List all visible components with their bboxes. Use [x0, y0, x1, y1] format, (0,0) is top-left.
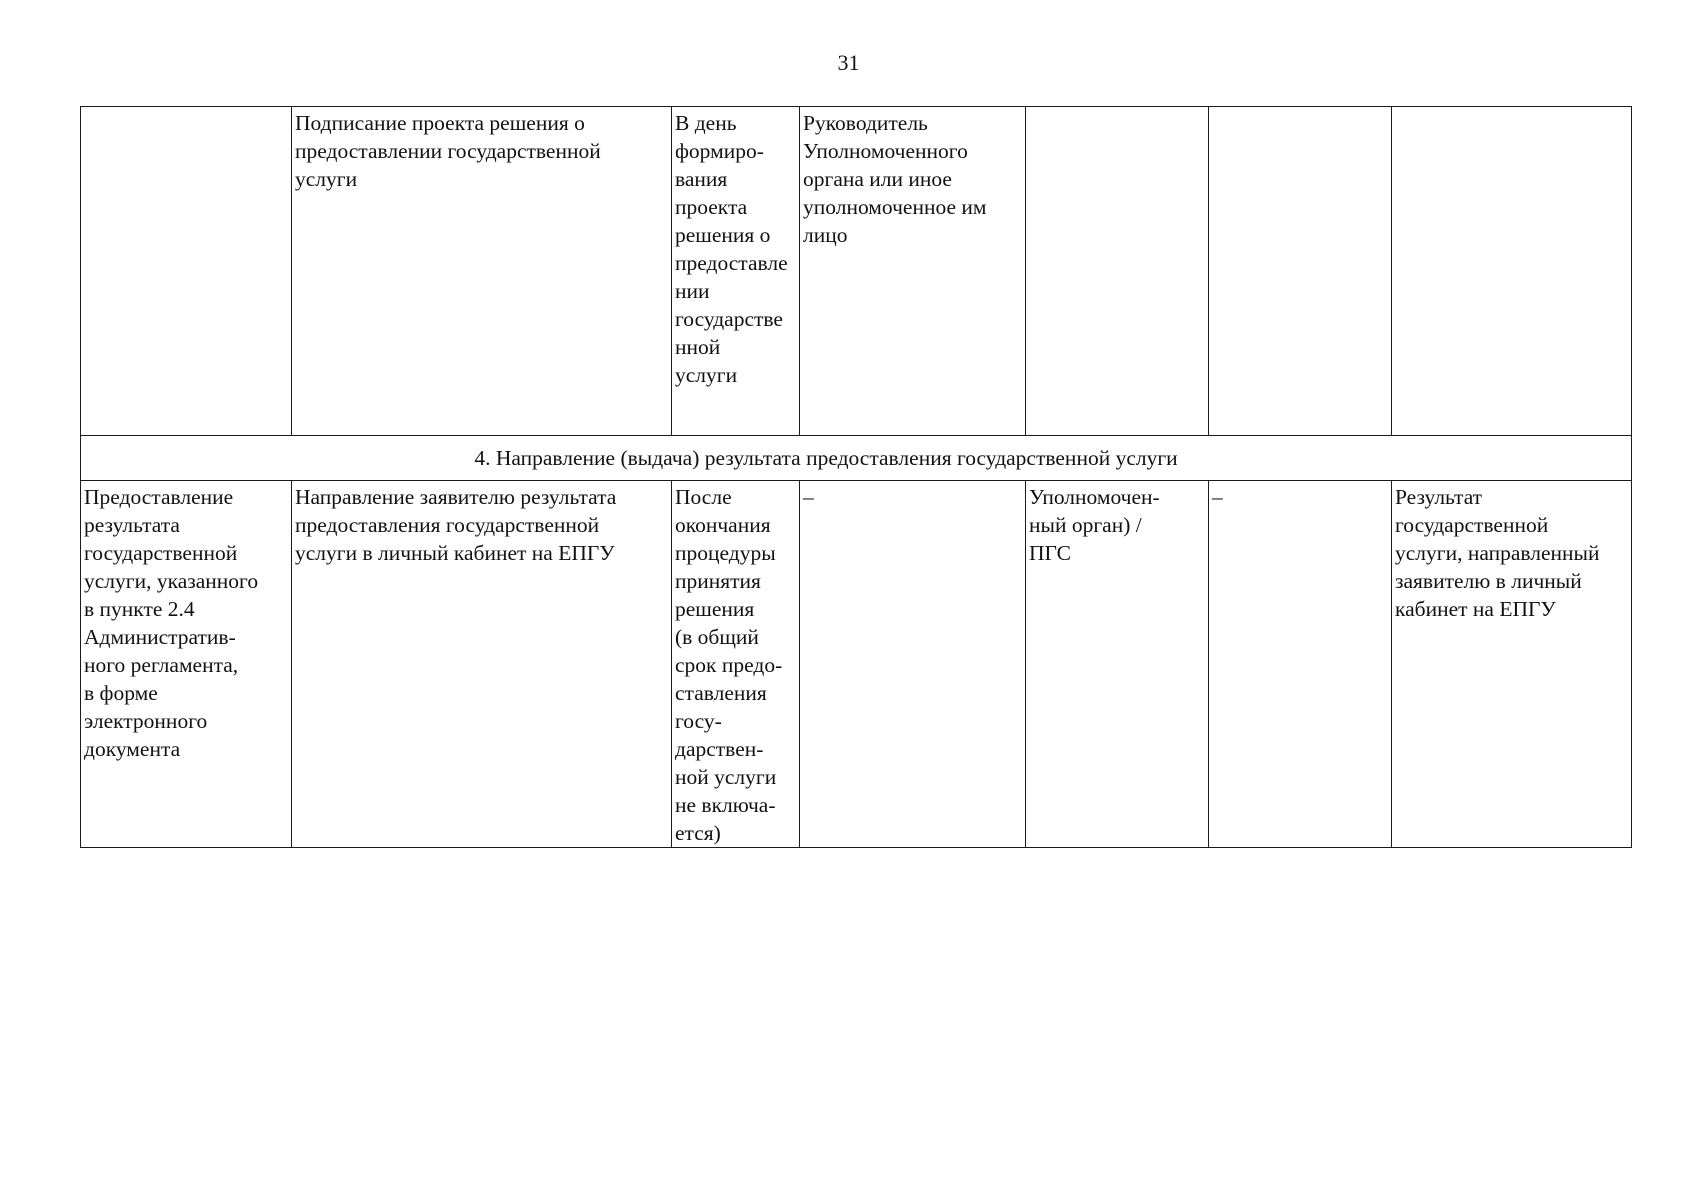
table-row-signing: [81, 107, 1632, 436]
cell-responsible: –: [800, 481, 1026, 848]
cell-result: [1392, 107, 1632, 436]
cell-place: [1026, 107, 1209, 436]
page-number: 31: [837, 50, 860, 75]
cell-basis: [81, 107, 292, 436]
cell-responsible: Руководитель Уполномоченного органа или иное уполномоченное им лицо: [800, 107, 1026, 436]
cell-deadline: В день формиро- вания проекта решения о предоставле нии государстве нной услуги: [672, 107, 800, 436]
table-row-section: [81, 436, 1632, 481]
cell-criteria: –: [1209, 481, 1392, 848]
procedure-table: [80, 106, 1632, 848]
table-row-delivery: [81, 481, 1632, 848]
cell-result: Результат государственной услуги, направленный заявителю в личный кабинет на ЕПГУ: [1392, 481, 1632, 848]
cell-action: Подписание проекта решения о предоставлении государственной услуги: [292, 107, 672, 436]
cell-place: Уполномочен- ный орган) / ПГС: [1026, 481, 1209, 848]
cell-basis: Предоставление результата государственной услуги, указанного в пункте 2.4 Административ- ного регламента, в форме электронного документа: [81, 481, 292, 848]
section-heading-cell: [81, 436, 1632, 481]
cell-criteria: [1209, 107, 1392, 436]
cell-action: Направление заявителю результата предоставления государственной услуги в личный кабинет на ЕПГУ: [292, 481, 672, 848]
section-heading: 4. Направление (выдача) результата предоставления государственной услуги: [474, 446, 1178, 470]
cell-deadline: После окончания процедуры принятия решения (в общий срок предо- ставления госу- дарствен- ной услуги не включа- ется): [672, 481, 800, 848]
